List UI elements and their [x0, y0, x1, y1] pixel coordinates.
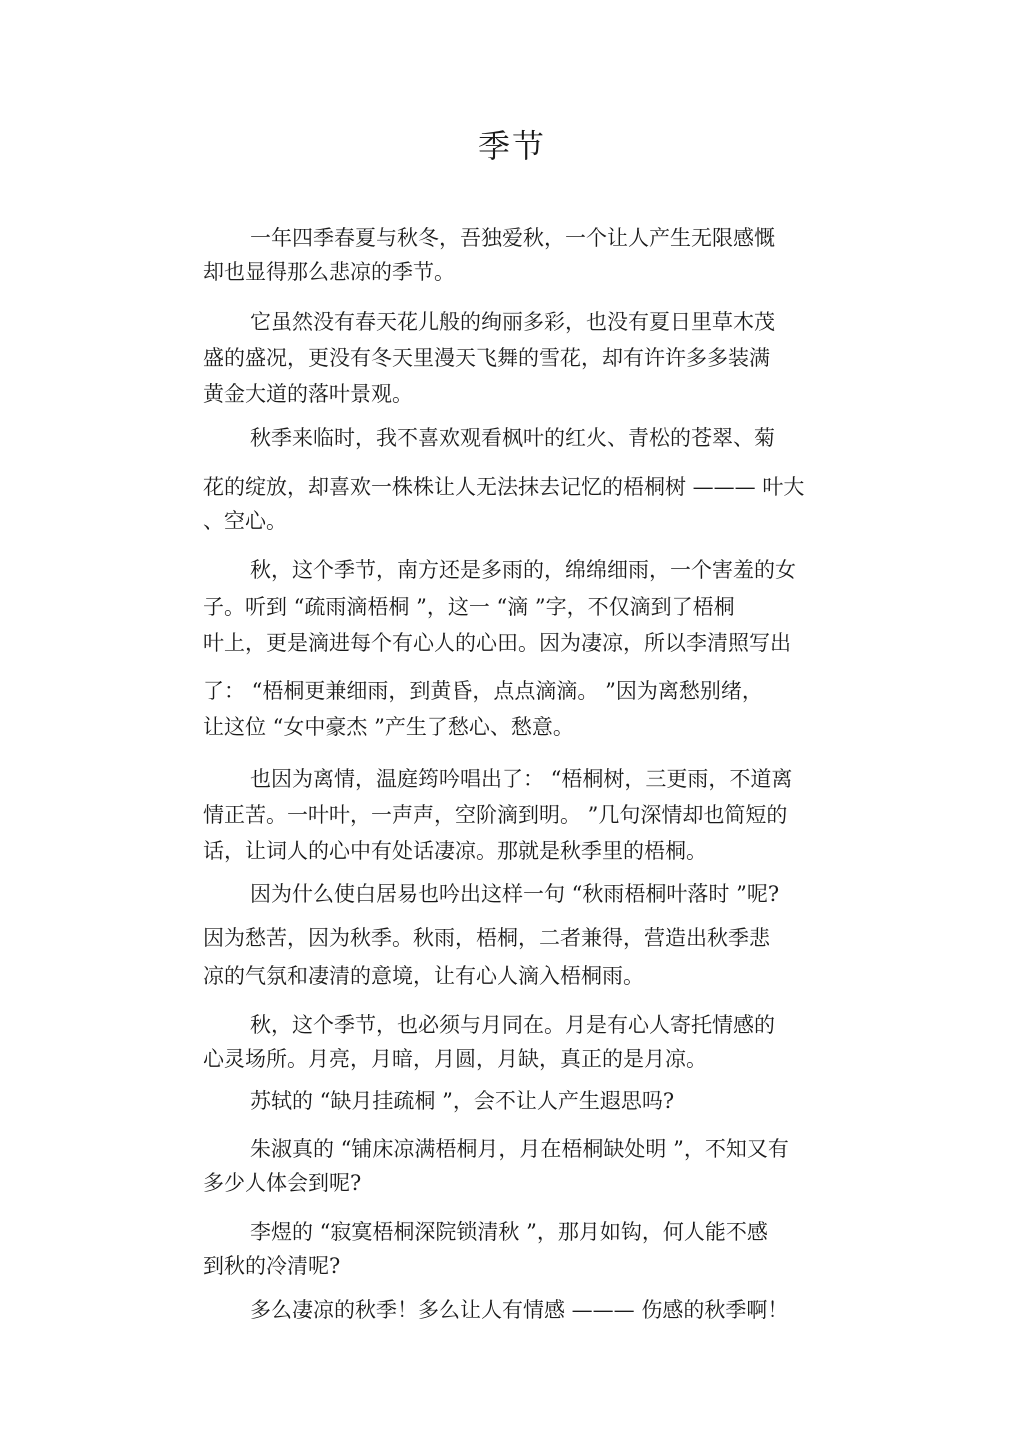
text-line: 秋，这个季节，南方还是多雨的，绵绵细雨，一个害羞的女	[250, 558, 796, 582]
text-line: 话，让词人的心中有处话凄凉。那就是秋季里的梧桐。	[203, 839, 707, 863]
text-line: 秋季来临时，我不喜欢观看枫叶的红火、青松的苍翠、菊	[250, 426, 775, 450]
document-title: 季节	[477, 127, 546, 165]
text-line: 叶上，更是滴进每个有心人的心田。因为凄凉，所以李清照写出	[203, 631, 791, 655]
text-line: 黄金大道的落叶景观。	[203, 382, 413, 406]
text-line: 朱淑真的 “铺床凉满梧桐月，月在梧桐缺处明 ”，不知又有	[250, 1137, 789, 1161]
text-line: 李煜的 “寂寞梧桐深院锁清秋 ”，那月如钩，何人能不感	[250, 1220, 768, 1244]
text-line: 花的绽放，却喜欢一株株让人无法抹去记忆的梧桐树 ——— 叶大	[203, 475, 805, 499]
text-line: 多少人体会到呢?	[203, 1171, 362, 1195]
text-line: 秋，这个季节，也必须与月同在。月是有心人寄托情感的	[250, 1013, 775, 1037]
text-line: 情正苦。一叶叶，一声声，空阶滴到明。 ”几句深情却也简短的	[203, 803, 788, 827]
text-line: 却也显得那么悲凉的季节。	[203, 260, 455, 284]
text-line: 它虽然没有春天花儿般的绚丽多彩，也没有夏日里草木茂	[250, 310, 775, 334]
text-line: 因为什么使白居易也吟出这样一句 “秋雨梧桐叶落时 ”呢?	[250, 882, 780, 906]
text-line: 心灵场所。月亮，月暗，月圆，月缺，真正的是月凉。	[203, 1047, 707, 1071]
text-line: 、空心。	[203, 509, 287, 533]
text-line: 一年四季春夏与秋冬，吾独爱秋，一个让人产生无限感慨	[250, 226, 775, 250]
text-line: 盛的盛况，更没有冬天里漫天飞舞的雪花，却有许许多多装满	[203, 346, 770, 370]
text-line: 子。听到 “疏雨滴梧桐 ”，这一 “滴 ”字，不仅滴到了梧桐	[203, 595, 735, 619]
text-line: 也因为离情，温庭筠吟唱出了： “梧桐树，三更雨，不道离	[250, 767, 793, 791]
text-line: 多么凄凉的秋季！多么让人有情感 ——— 伤感的秋季啊！	[250, 1298, 789, 1322]
text-line: 让这位 “女中豪杰 ”产生了愁心、愁意。	[203, 715, 574, 739]
text-line: 凉的气氛和凄清的意境，让有心人滴入梧桐雨。	[203, 964, 644, 988]
text-line: 因为愁苦，因为秋季。秋雨，梧桐，二者兼得，营造出秋季悲	[203, 926, 770, 950]
text-line: 到秋的冷清呢?	[203, 1254, 341, 1278]
text-line: 苏轼的 “缺月挂疏桐 ”，会不让人产生遐思吗?	[250, 1089, 675, 1113]
text-line: 了： “梧桐更兼细雨，到黄昏，点点滴滴。 ”因为离愁别绪，	[203, 679, 763, 703]
